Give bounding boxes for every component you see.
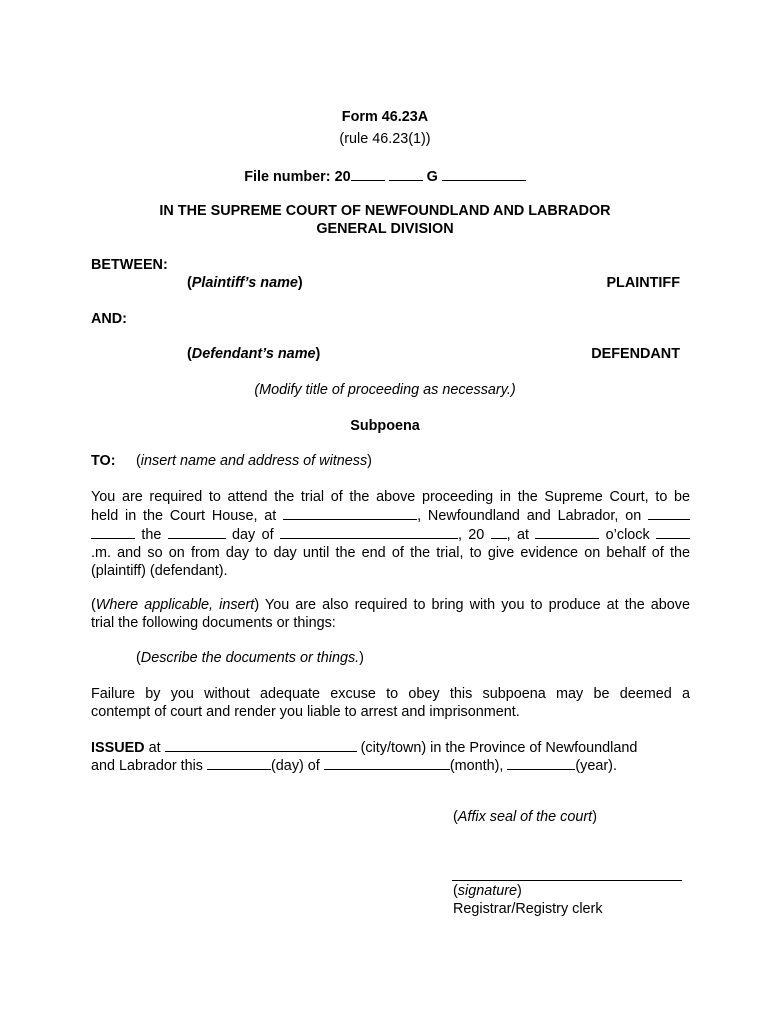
signature-note: (signature) xyxy=(453,883,522,899)
issued-city-blank xyxy=(165,738,357,752)
attendance-paragraph xyxy=(91,488,690,580)
court-house-location-blank xyxy=(283,506,417,520)
subpoena-heading: Subpoena xyxy=(350,418,420,434)
affix-seal-note: (Affix seal of the court) xyxy=(453,809,597,825)
court-name: IN THE SUPREME COURT OF NEWFOUNDLAND AND LABRADOR xyxy=(159,203,611,219)
failure-line-1: Failure by you without adequate excuse to obey this subpoena may be deemed a xyxy=(91,686,690,702)
failure-line-2: contempt of court and render you liable to arrest and imprisonment. xyxy=(91,704,520,720)
signature-line xyxy=(452,880,682,881)
defendant-name: (Defendant’s name) xyxy=(187,346,321,362)
file-number-seq-blank xyxy=(389,167,423,181)
plaintiff-role: PLAINTIFF xyxy=(606,275,680,291)
attendance-line-2: held in the Court House, at , Newfoundland and Labrador, on xyxy=(91,506,690,525)
form-rule: (rule 46.23(1)) xyxy=(339,131,431,147)
form-number: Form 46.23A xyxy=(341,109,429,125)
attendance-line-5: (plaintiff) (defendant). xyxy=(91,563,228,579)
documents-paragraph xyxy=(91,596,690,632)
file-number xyxy=(0,167,770,186)
weekday-blank xyxy=(648,506,690,520)
file-number-blank xyxy=(442,167,526,181)
registrar-label: Registrar/Registry clerk xyxy=(453,901,603,917)
plaintiff-name: (Plaintiff’s name) xyxy=(187,275,303,291)
describe-documents-note: (Describe the documents or things.) xyxy=(136,650,364,666)
failure-paragraph xyxy=(91,685,690,721)
issued-line-2: and Labrador this (day) of (month), (year). xyxy=(91,758,617,774)
file-number-label: File number: 20 xyxy=(244,169,351,185)
file-number-year-blank xyxy=(351,167,385,181)
issued-month-blank xyxy=(324,756,450,770)
modify-title-note: (Modify title of proceeding as necessary.) xyxy=(254,382,516,398)
documents-line-1: (Where applicable, insert) You are also required to bring with you to produce at the above xyxy=(91,597,690,613)
to-label: TO: xyxy=(91,453,116,469)
issued-day-blank xyxy=(207,756,271,770)
issued-line-1: ISSUED at (city/town) in the Province of Newfoundland xyxy=(91,740,638,756)
day-blank xyxy=(168,525,226,539)
am-pm-blank xyxy=(656,525,690,539)
between-label: BETWEEN: xyxy=(91,257,168,273)
attendance-line-1: You are required to attend the trial of the above proceeding in the Supreme Court, to be xyxy=(91,489,690,505)
defendant-role: DEFENDANT xyxy=(591,346,680,362)
court-division: GENERAL DIVISION xyxy=(316,221,454,237)
to-note: (insert name and address of witness) xyxy=(136,453,372,469)
and-label: AND: xyxy=(91,311,127,327)
weekday-blank-cont xyxy=(91,525,135,539)
issued-label: ISSUED xyxy=(91,740,145,756)
month-blank xyxy=(280,525,458,539)
attendance-line-4: .m. and so on from day to day until the end of the trial, to give evidence on behalf of the xyxy=(91,545,690,561)
issued-year-blank xyxy=(507,756,575,770)
year-blank xyxy=(491,525,507,539)
file-number-g: G xyxy=(426,169,438,185)
hour-blank xyxy=(535,525,599,539)
documents-line-2: trial the following documents or things: xyxy=(91,615,336,631)
attendance-line-3: the day of , 20 , at o’clock xyxy=(91,525,690,544)
